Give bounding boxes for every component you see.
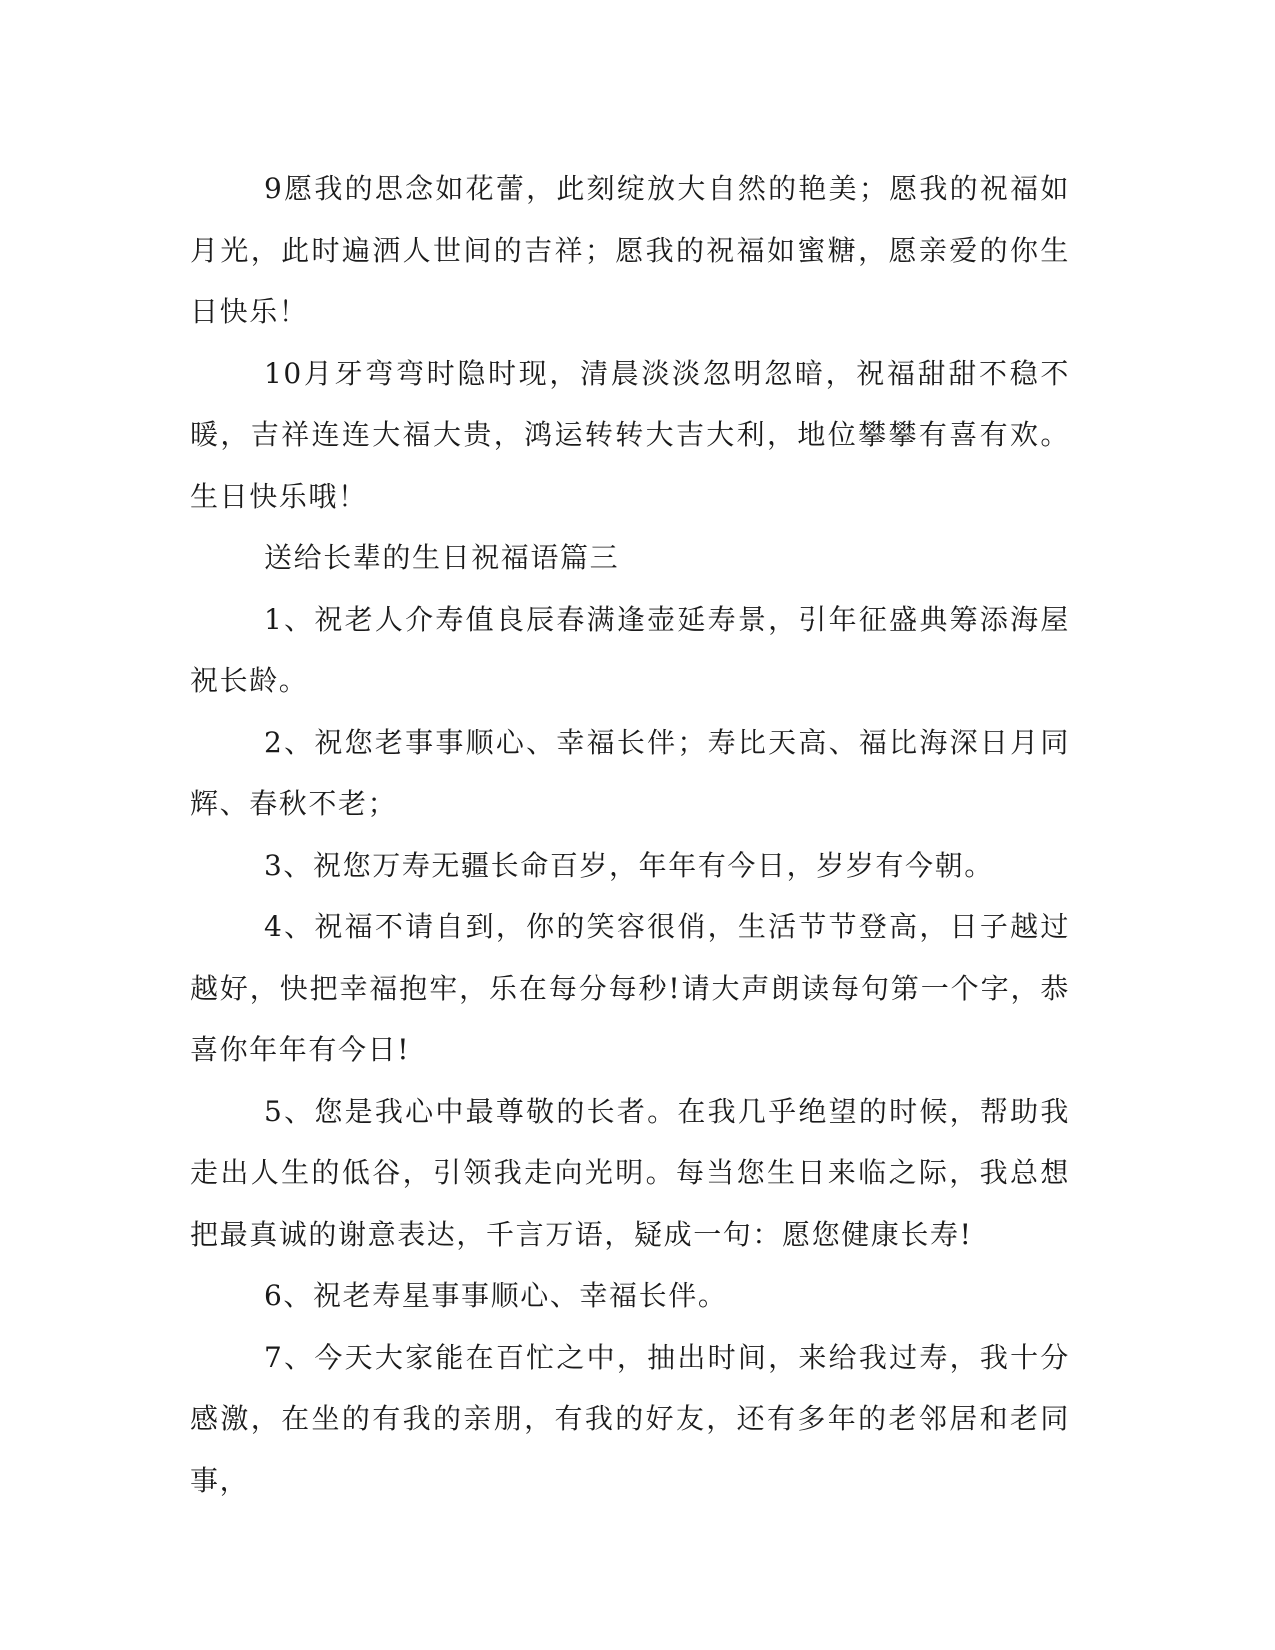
paragraph-elder-5: 5、您是我心中最尊敬的长者。在我几乎绝望的时候，帮助我走出人生的低谷，引领我走向光明。每当您生日来临之际，我总想把最真诚的谢意表达，千言万语，疑成一句：愿您健康长寿! [190,1094,1070,1251]
paragraph-elder-7: 7、今天大家能在百忙之中，抽出时间，来给我过寿，我十分感激，在坐的有我的亲朋，有我的好友，还有多年的老邻居和老同事， [190,1340,1070,1497]
paragraph-wish-10: 10月牙弯弯时隐时现，清晨淡淡忽明忽暗，祝福甜甜不稳不暖，吉祥连连大福大贵，鸿运转转大吉大利，地位攀攀有喜有欢。生日快乐哦！ [190,356,1070,513]
section-heading: 送给长辈的生日祝福语篇三 [264,541,620,574]
paragraph-elder-4: 4、祝福不请自到，你的笑容很俏，生活节节登高，日子越过越好，快把幸福抱牢，乐在每分每秒!请大声朗读每句第一个字，恭喜你年年有今日! [190,910,1070,1066]
paragraph-elder-1: 1、祝老人介寿值良辰春满逢壶延寿景，引年征盛典筹添海屋祝长龄。 [190,602,1070,697]
paragraph-elder-2: 2、祝您老事事顺心、幸福长伴；寿比天高、福比海深日月同辉、春秋不老； [190,725,1070,820]
paragraph-elder-6: 6、祝老寿星事事顺心、幸福长伴。 [264,1279,728,1312]
paragraph-wish-9: 9愿我的思念如花蕾，此刻绽放大自然的艳美；愿我的祝福如月光，此时遍洒人世间的吉祥；愿我的祝福如蜜糖，愿亲爱的你生日快乐！ [190,172,1070,328]
document-body [190,158,1070,1511]
paragraph-elder-3: 3、祝您万寿无疆长命百岁，年年有今日，岁岁有今朝。 [264,848,994,882]
